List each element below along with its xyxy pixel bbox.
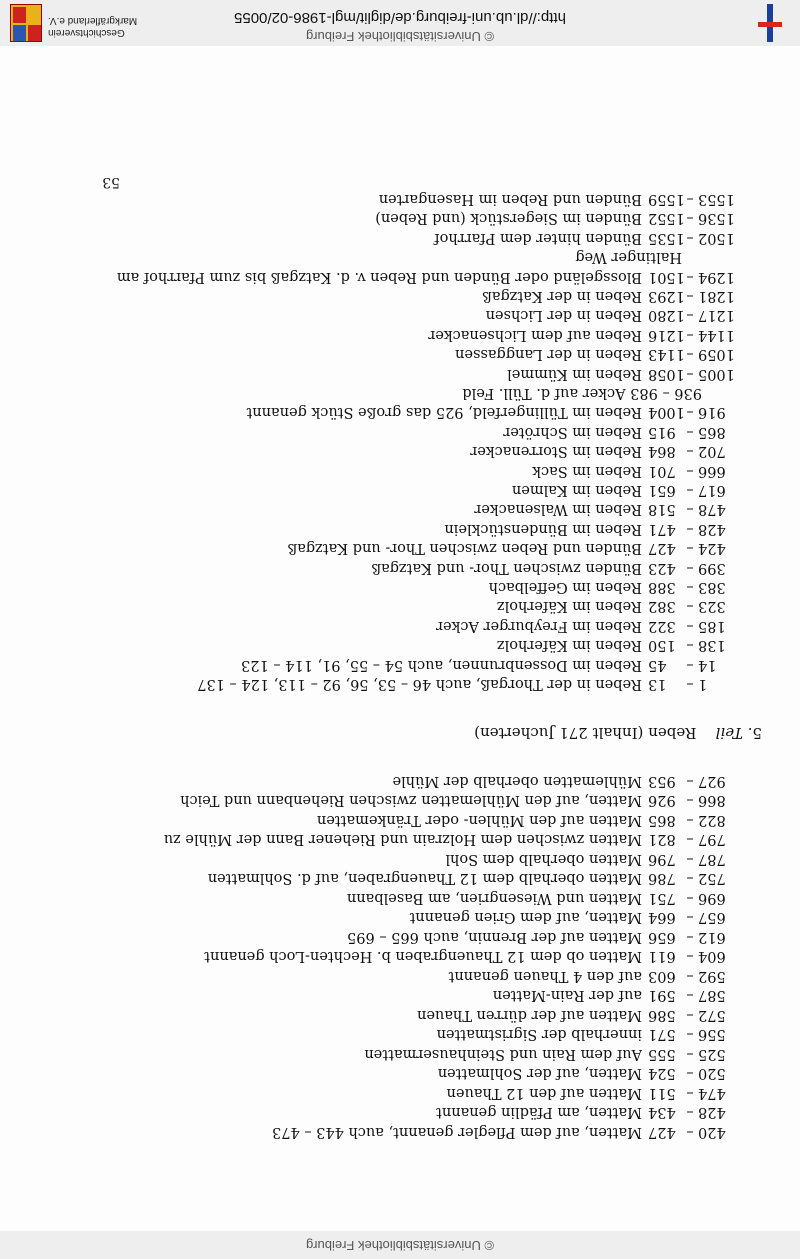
entry-from: 478 xyxy=(698,501,726,518)
entry-to: 1216 xyxy=(648,326,685,343)
list-item xyxy=(0,325,800,344)
entry-from: 822 xyxy=(698,812,726,828)
range-dash: – xyxy=(686,676,694,692)
entry-from: 592 xyxy=(698,968,726,984)
list-item xyxy=(0,986,800,1005)
range-dash: – xyxy=(686,598,694,615)
bottom-url[interactable]: http://dl.ub.uni-freiburg.de/diglit/mgl-1986-02/0055 xyxy=(234,9,566,26)
entry-from: 865 xyxy=(698,423,726,440)
range-dash: – xyxy=(686,501,694,518)
list-item xyxy=(0,208,800,227)
entry-text: Reben im Tüllingerfeld, 925 das große Stück genannt xyxy=(246,404,642,421)
list-item xyxy=(0,655,800,674)
range-dash: – xyxy=(686,656,694,673)
list-item xyxy=(0,441,800,460)
range-dash: – xyxy=(686,929,694,945)
page-number: 53 xyxy=(102,174,120,190)
entry-text: Reben im Schröter xyxy=(503,423,642,440)
range-dash: – xyxy=(686,948,694,965)
list-item xyxy=(0,888,800,907)
entry-to: 1559 xyxy=(648,191,685,207)
entry-text: Bünden im Siegerstück (und Reben) xyxy=(375,210,642,227)
entry-from: 420 xyxy=(698,1124,726,1140)
range-dash: – xyxy=(686,812,694,828)
range-dash: – xyxy=(686,191,694,207)
entry-from: 14 xyxy=(698,656,717,673)
entry-text: Bünden und Reben zwischen Thor- und Katzgaß xyxy=(287,540,642,557)
range-dash: – xyxy=(686,559,694,576)
range-dash: – xyxy=(686,579,694,595)
list-item xyxy=(0,830,800,849)
range-dash: – xyxy=(686,617,694,634)
list-item xyxy=(0,247,800,266)
list-item xyxy=(0,1083,800,1102)
entry-to: 511 xyxy=(648,1085,676,1101)
range-dash: – xyxy=(686,1046,694,1062)
list-item xyxy=(0,596,800,615)
list-item xyxy=(0,286,800,305)
entry-from: 383 xyxy=(698,579,726,595)
entry-text: Matten ob dem 12 Thauengraben b. Hechten-Loch genannt xyxy=(204,948,642,965)
list-item xyxy=(0,869,800,888)
list-item xyxy=(0,228,800,247)
entry-to: 427 xyxy=(648,540,676,557)
entry-text: Matten zwischen dem Holzrain und Riehener Bann der Mühle zu xyxy=(163,831,642,848)
list-item xyxy=(0,1005,800,1024)
entry-to: 518 xyxy=(648,501,676,518)
entry-text: Matten auf den Mühlen- oder Tränkematten xyxy=(316,812,642,828)
entry-from: 612 xyxy=(698,929,726,945)
range-dash: – xyxy=(686,520,694,537)
range-dash: – xyxy=(686,987,694,1004)
bottom-copyright: © Universitätsbibliothek Freiburg xyxy=(305,29,495,44)
list-item xyxy=(0,519,800,538)
list-item xyxy=(0,674,800,693)
entry-to: 786 xyxy=(648,870,676,887)
list-item xyxy=(0,364,800,383)
entry-from: 572 xyxy=(698,1007,726,1023)
list-item xyxy=(0,1044,800,1063)
entry-to: 388 xyxy=(648,579,676,595)
entry-to: 427 xyxy=(648,1124,676,1140)
entry-from: 797 xyxy=(698,831,726,848)
entry-text: Reben im Käferholz xyxy=(496,598,642,615)
entry-to: 651 xyxy=(648,482,676,498)
list-item xyxy=(0,635,800,654)
entry-from: 1281 xyxy=(698,288,735,304)
list-item xyxy=(0,499,800,518)
entry-to: 926 xyxy=(648,792,676,809)
list-item xyxy=(0,1025,800,1044)
entry-to: 611 xyxy=(648,948,676,965)
entry-to: 664 xyxy=(648,909,676,926)
entry-from: 787 xyxy=(698,851,726,867)
list-item xyxy=(0,422,800,441)
entry-text: Matten, am Pfädlin genannt xyxy=(436,1104,642,1121)
society-name xyxy=(48,14,137,38)
range-dash: – xyxy=(686,637,694,654)
entry-from: 323 xyxy=(698,598,726,615)
entry-text: Reben in der Langgassen xyxy=(455,346,642,363)
entry-from: 1 xyxy=(698,676,708,692)
list-item xyxy=(0,480,800,499)
entry-text: Reben im Dossenbrunnen, auch 54 – 55, 91, 114 – 123 xyxy=(241,656,642,673)
range-dash: – xyxy=(686,1026,694,1043)
list-item xyxy=(0,947,800,966)
list-item xyxy=(0,461,800,480)
entry-to: 1535 xyxy=(648,229,685,246)
entry-from: 1294 xyxy=(698,268,735,285)
entry-to: 13 xyxy=(648,676,667,692)
section-label: Teil xyxy=(715,724,743,742)
entry-text: Matten und Wiesengrien, am Baselbann xyxy=(346,890,642,906)
list-item xyxy=(0,402,800,421)
entry-from: 1059 xyxy=(698,346,735,363)
entry-text: Reben im Geffelbach xyxy=(488,579,642,595)
entry-to: 656 xyxy=(648,929,676,945)
entry-to: 751 xyxy=(648,890,676,906)
range-dash: – xyxy=(686,482,694,498)
entry-from: 1005 xyxy=(698,365,735,382)
society-line2: Markgräflerland e.V. xyxy=(48,15,138,26)
list-item xyxy=(0,558,800,577)
list-item xyxy=(0,267,800,286)
list-item xyxy=(0,810,800,829)
entry-to: 1501 xyxy=(648,268,685,285)
range-dash: – xyxy=(686,365,694,382)
list-item xyxy=(0,1103,800,1122)
entry-to: 591 xyxy=(648,987,676,1004)
entry-to: 423 xyxy=(648,559,676,576)
entry-to: 524 xyxy=(648,1065,676,1082)
entry-from: 702 xyxy=(698,443,726,460)
entry-text: Bünden hinter dem Pfarrhof xyxy=(434,229,642,246)
entry-from: 424 xyxy=(698,540,726,557)
entry-to: 796 xyxy=(648,851,676,867)
entry-text: Reben auf dem Lichsenacker xyxy=(428,326,642,343)
list-item xyxy=(0,344,800,363)
range-dash: – xyxy=(686,1124,694,1140)
list-item xyxy=(0,577,800,596)
entry-from: 1144 xyxy=(698,326,735,343)
entry-to: 1293 xyxy=(648,288,685,304)
entry-text: 936 – 983 Acker auf d. Tüll. Feld xyxy=(462,385,702,401)
entry-from: 657 xyxy=(698,909,726,926)
entry-text: Reben im Freyburger Acker xyxy=(436,617,642,634)
list-item xyxy=(0,927,800,946)
entry-from: 604 xyxy=(698,948,726,965)
entry-to: 1004 xyxy=(648,404,685,421)
entry-from: 474 xyxy=(698,1085,726,1101)
list-item xyxy=(0,791,800,810)
entry-to: 555 xyxy=(648,1046,676,1062)
entry-text: auf den 4 Thauen genannt xyxy=(448,968,642,984)
section-number: 5. xyxy=(747,724,762,742)
range-dash: – xyxy=(686,229,694,246)
entry-text: Matten auf den 12 Thauen xyxy=(446,1085,642,1101)
list-item xyxy=(0,908,800,927)
range-dash: – xyxy=(686,288,694,304)
entry-text: Reben im Sack xyxy=(532,462,642,479)
range-dash: – xyxy=(686,307,694,324)
entry-text: Reben im Walsenacker xyxy=(474,501,642,518)
range-dash: – xyxy=(686,423,694,440)
range-dash: – xyxy=(686,443,694,460)
section-title: Reben (Inhalt 271 Jucherten) xyxy=(474,724,697,742)
entry-text: Blossgeländ oder Bünden und Reben v. d. Katzgaß bis zum Pfarrhof am xyxy=(116,268,642,285)
list-item xyxy=(0,1064,800,1083)
range-dash: – xyxy=(686,851,694,867)
entry-to: 865 xyxy=(648,812,676,828)
entry-to: 821 xyxy=(648,831,676,848)
range-dash: – xyxy=(686,462,694,479)
entry-from: 399 xyxy=(698,559,726,576)
range-dash: – xyxy=(686,326,694,343)
entry-to: 915 xyxy=(648,423,676,440)
range-dash: – xyxy=(686,268,694,285)
entry-from: 428 xyxy=(698,1104,726,1121)
entry-to: 603 xyxy=(648,968,676,984)
entry-to: 45 xyxy=(648,656,667,673)
list-item xyxy=(0,771,800,790)
entry-text: Reben im Kalmen xyxy=(511,482,642,498)
entry-text: Matten oberhalb dem 12 Thauengraben, auf d. Sohlmatten xyxy=(207,870,642,887)
entry-text: Reben im Kümmel xyxy=(507,365,642,382)
list-item xyxy=(0,383,800,402)
entry-to: 586 xyxy=(648,1007,676,1023)
entry-from: 666 xyxy=(698,462,726,479)
entry-from: 617 xyxy=(698,482,726,498)
entry-from: 1217 xyxy=(698,307,735,324)
entry-to: 150 xyxy=(648,637,676,654)
list-item xyxy=(0,966,800,985)
entry-to: 571 xyxy=(648,1026,676,1043)
entry-to: 953 xyxy=(648,773,676,789)
entry-from: 927 xyxy=(698,773,726,789)
entry-text: Matten auf der Brennin, auch 665 – 695 xyxy=(347,929,642,945)
list-item xyxy=(0,189,800,208)
range-dash: – xyxy=(686,1104,694,1121)
range-dash: – xyxy=(686,1065,694,1082)
section-heading xyxy=(474,724,762,742)
entry-from: 185 xyxy=(698,617,726,634)
entry-text: Reben in der Lichsen xyxy=(485,307,642,324)
entry-to: 1552 xyxy=(648,210,685,227)
entry-text: Reben im Käferholz xyxy=(496,637,642,654)
range-dash: – xyxy=(686,831,694,848)
society-crest-icon xyxy=(10,4,42,42)
entry-from: 138 xyxy=(698,637,726,654)
entry-to: 471 xyxy=(648,520,676,537)
society-line1: Geschichtsverein xyxy=(48,27,125,38)
entry-from: 428 xyxy=(698,520,726,537)
entry-text: Auf dem Rain und Steinhausermatten xyxy=(364,1046,642,1062)
range-dash: – xyxy=(686,890,694,906)
range-dash: – xyxy=(686,404,694,421)
entry-text: Matten oberhalb dem Sohl xyxy=(445,851,642,867)
entry-text: Matten, auf dem Grien genannt xyxy=(409,909,642,926)
entry-from: 752 xyxy=(698,870,726,887)
entry-text: auf der Rain-Matten xyxy=(492,987,642,1004)
entry-from: 866 xyxy=(698,792,726,809)
entry-text: Reben im Storrenacker xyxy=(470,443,642,460)
entry-text: Mühlematten oberhalb der Mühle xyxy=(392,773,642,789)
entry-text: Matten auf der dürren Thauen xyxy=(417,1007,642,1023)
entry-from: 520 xyxy=(698,1065,726,1082)
entry-to: 322 xyxy=(648,617,676,634)
entry-text: Reben in der Thorgaß, auch 46 – 53, 56, 92 – 113, 124 – 137 xyxy=(197,676,642,692)
range-dash: – xyxy=(686,909,694,926)
entry-to: 382 xyxy=(648,598,676,615)
entry-from: 1553 xyxy=(698,191,735,207)
entry-text: Bünden und Reben im Hasengarten xyxy=(378,191,642,207)
list-item xyxy=(0,538,800,557)
range-dash: – xyxy=(686,1007,694,1023)
entry-text: Matten, auf dem Pflegler genannt, auch 443 – 473 xyxy=(272,1124,642,1140)
bottom-watermark-bar xyxy=(0,0,800,46)
entry-to: 864 xyxy=(648,443,676,460)
top-copyright: © Universitätsbibliothek Freiburg xyxy=(305,1238,495,1253)
entry-from: 587 xyxy=(698,987,726,1004)
range-dash: – xyxy=(686,540,694,557)
list-item xyxy=(0,305,800,324)
list-item xyxy=(0,849,800,868)
entry-from: 556 xyxy=(698,1026,726,1043)
list-item xyxy=(0,616,800,635)
entry-from: 916 xyxy=(698,404,726,421)
entry-to: 1058 xyxy=(648,365,685,382)
range-dash: – xyxy=(686,346,694,363)
entry-to: 1143 xyxy=(648,346,685,363)
entry-from: 1536 xyxy=(698,210,735,227)
entry-from: 696 xyxy=(698,890,726,906)
range-dash: – xyxy=(686,210,694,227)
list-item xyxy=(0,1122,800,1141)
entry-text: Reben im Bündenstücklein xyxy=(444,520,642,537)
range-dash: – xyxy=(686,1085,694,1101)
entry-from: 1502 xyxy=(698,229,735,246)
entry-text: innerhalb der Sigristmatten xyxy=(436,1026,642,1043)
range-dash: – xyxy=(686,968,694,984)
range-dash: – xyxy=(686,773,694,789)
range-dash: – xyxy=(686,792,694,809)
entry-text: Reben in der Katzgaß xyxy=(482,288,642,304)
entry-to: 434 xyxy=(648,1104,676,1121)
entry-to: 701 xyxy=(648,462,676,479)
entry-text: Bünden zwischen Thor- und Katzgaß xyxy=(371,559,642,576)
entry-to: 1280 xyxy=(648,307,685,324)
entry-text: Haltinger Weg xyxy=(575,249,682,266)
entry-from: 525 xyxy=(698,1046,726,1062)
entry-text: Matten, auf den Mühlematten zwischen Riehenbann und Teich xyxy=(180,792,642,809)
entry-text: Matten, auf der Sohlmatten xyxy=(437,1065,642,1082)
range-dash: – xyxy=(686,870,694,887)
